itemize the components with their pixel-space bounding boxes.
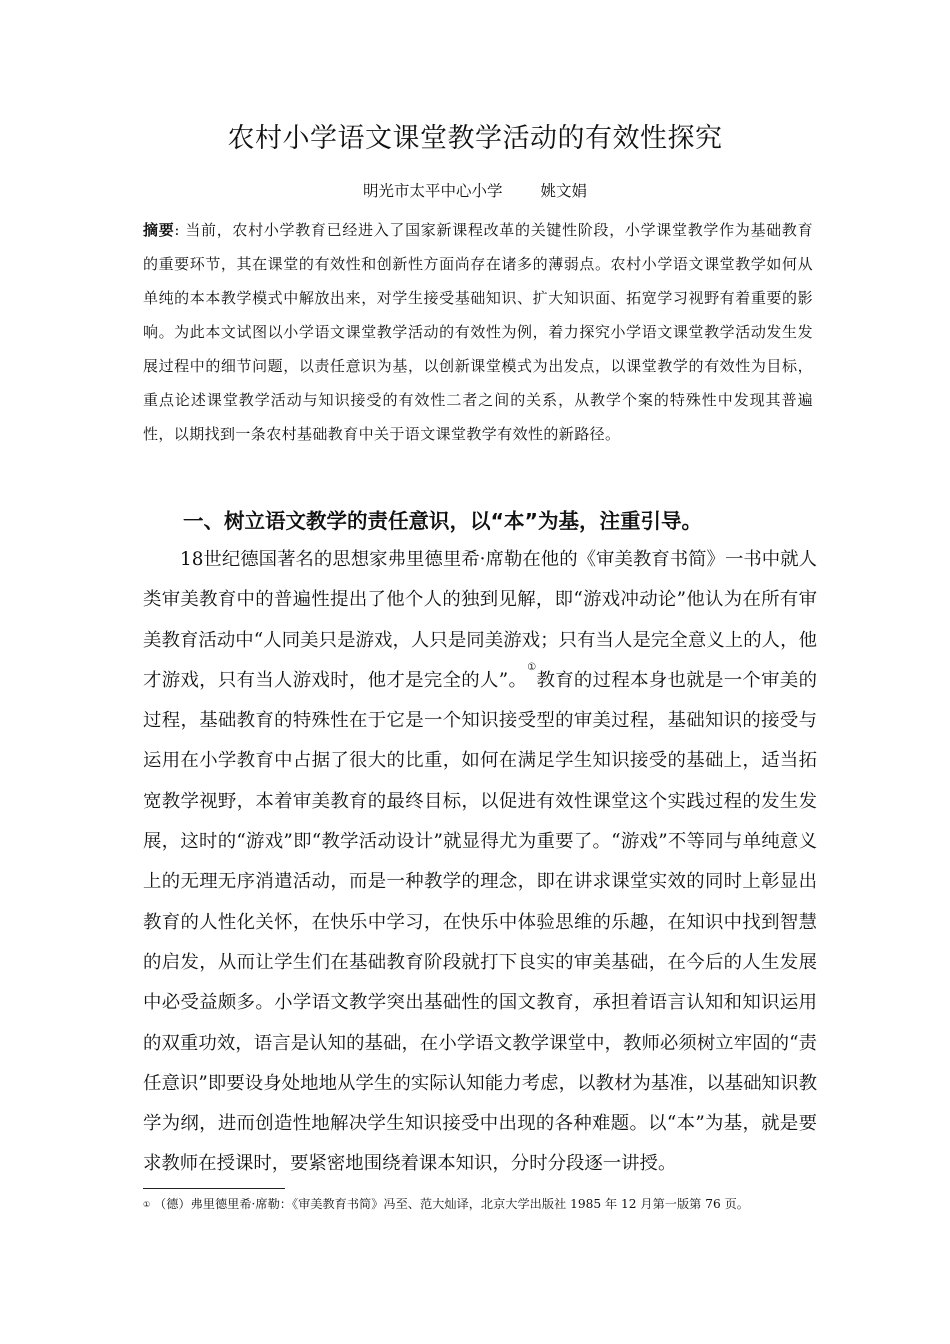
footnote-reference[interactable]: ①: [527, 661, 537, 673]
section-heading: 一、树立语文教学的责任意识，以“本”为基，注重引导。: [183, 509, 702, 533]
author-name: 姚文娟: [540, 182, 588, 200]
body-text-part-2: 教育的过程本身也就是一个审美的过程，基础教育的特殊性在于它是一个知识接受型的审美过程，基础知识的接受与运用在小学教育中占据了很大的比重，如何在满足学生知识接受的基础上，适当拓宽教学视野，本着审美教育的最终目标，以促进有效性课堂这个实践过程的发生发展，这时的“游戏”即“教学活动设计”就显得尤为重要了。“游戏”不等同与单纯意义上的无理无序消遣活动，而是一种教学的理念，即在讲求课堂实效的同时上彰显出教育的人性化关怀，在快乐中学习，在快乐中体验思维的乐趣，在知识中找到智慧的启发，从而让学生们在基础教育阶段就打下良实的审美基础，在今后的人生发展中必受益颇多。小学语文教学突出基础性的国文教育，承担着语言认知和知识运用的双重功效，语言是认知的基础，在小学语文教学课堂中，教师必须树立牢固的“责任意识”即要设身处地地从学生的实际认知能力考虑，以教材为基准，以基础知识教学为纲，进而创造性地解决学生知识接受中出现的各种难题。以“本”为基，就是要求教师在授课时，要紧密地围绕着课本知识，分时分段逐一讲授。: [143, 669, 817, 1175]
footnote-marker: ①: [143, 1200, 151, 1209]
footnote-text: （德）弗里德里希·席勒：《审美教育书简》冯至、范大灿译，北京大学出版社 1985 年 12 月第一版第 76 页。: [154, 1197, 749, 1211]
footnote-separator: [143, 1188, 285, 1189]
abstract-label: 摘要: [143, 221, 175, 239]
author-line: [0, 180, 950, 202]
body-paragraph: [143, 540, 817, 1185]
abstract-text: : 当前，农村小学教育已经进入了国家新课程改革的关键性阶段，小学课堂教学作为基础教育的重要环节，其在课堂的有效性和创新性方面尚存在诸多的薄弱点。农村小学语文课堂教学如何从单纯的本本教学模式中解放出来，对学生接受基础知识、扩大知识面、拓宽学习视野有着重要的影响。为此本文试图以小学语文课堂教学活动的有效性为例，着力探究小学语文课堂教学活动发生发展过程中的细节问题，以责任意识为基，以创新课堂模式为出发点，以课堂教学的有效性为目标，重点论述课堂教学活动与知识接受的有效性二者之间的关系，从教学个案的特殊性中发现其普遍性，以期找到一条农村基础教育中关于语文课堂教学有效性的新路径。: [143, 221, 813, 443]
body-text-part-1: 18世纪德国著名的思想家弗里德里希·席勒在他的《审美教育书简》一书中就人类审美教育中的普遍性提出了他个人的独到见解，即“游戏冲动论”他认为在所有审美教育活动中“人同美只是游戏，人只是同美游戏；只有当人是完全意义上的人，他才游戏，只有当人游戏时，他才是完全的人”。: [143, 549, 817, 691]
school-name: 明光市太平中心小学: [362, 182, 503, 200]
abstract: [143, 213, 813, 451]
footnote: [143, 1196, 815, 1213]
paper-title: 农村小学语文课堂教学活动的有效性探究: [227, 123, 723, 154]
